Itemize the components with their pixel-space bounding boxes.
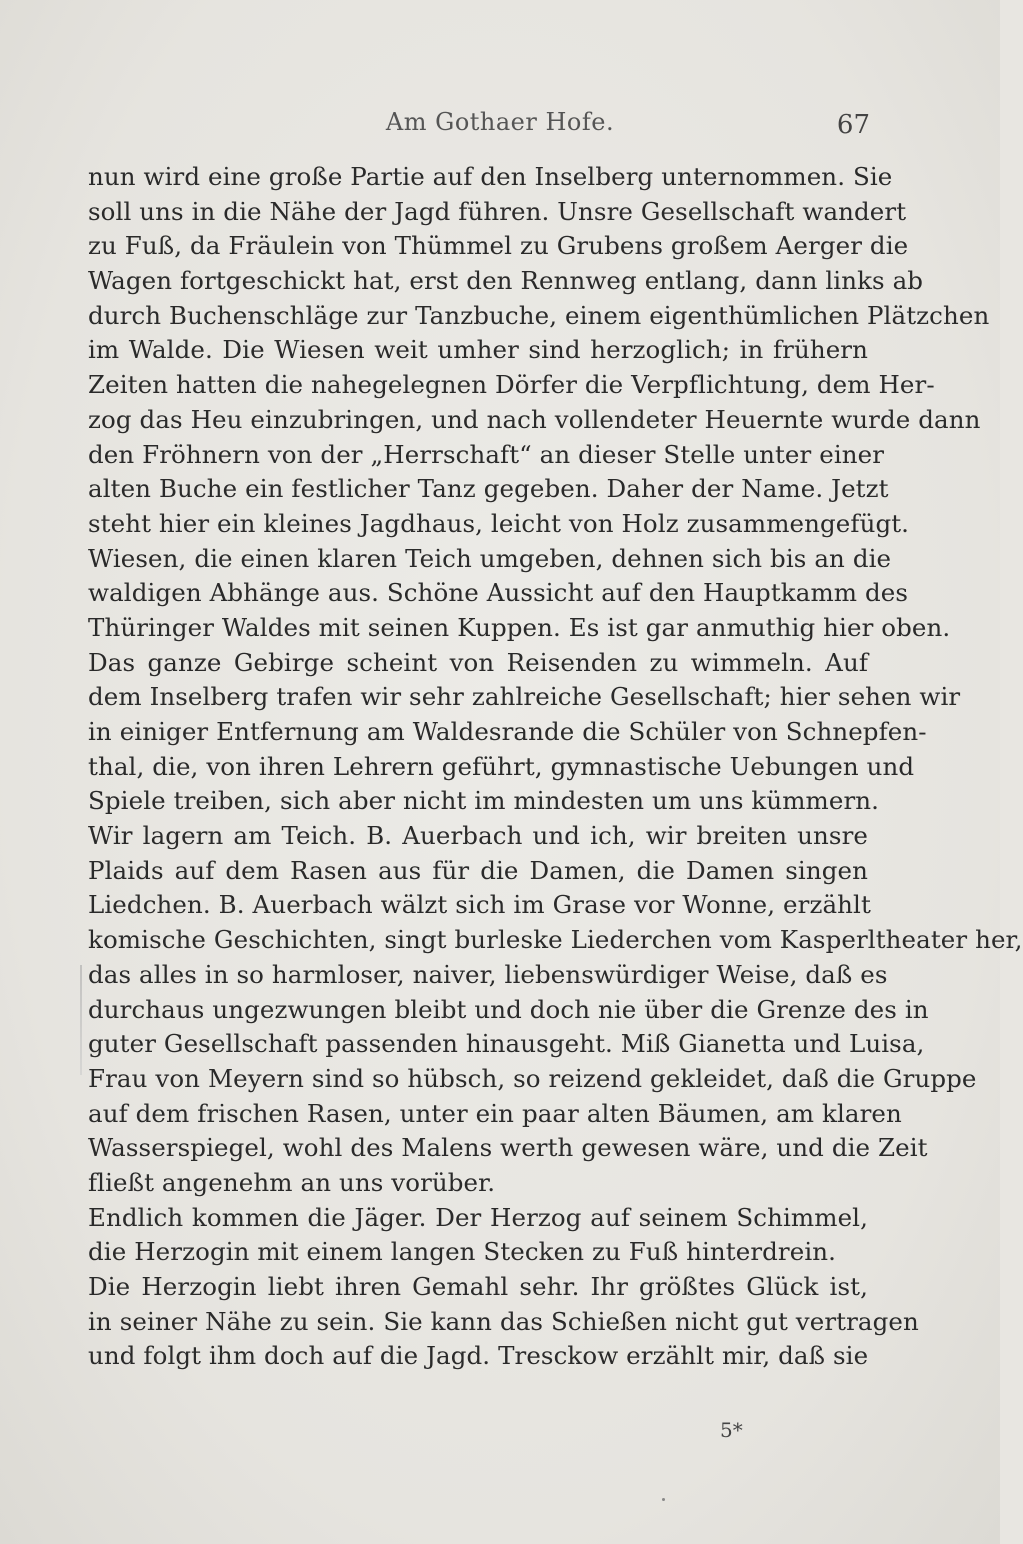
text-line: das alles in so harmloser, naiver, liebenswürdiger Weise, daß es <box>88 959 888 989</box>
text-line: guter Gesellschaft passenden hinausgeht. Miß Gianetta und Luisa, <box>88 1029 925 1059</box>
text-line: Wagen fortgeschickt hat, erst den Rennweg entlang, dann links ab <box>88 266 924 296</box>
text-line: nun wird eine große Partie auf den Inselberg unternommen. Sie <box>88 162 893 191</box>
text-line: fließt angenehm an uns vorüber. <box>88 1167 496 1197</box>
text-line: Wir lagern am Teich. B. Auerbach und ich, wir breiten unsre <box>88 821 868 851</box>
text-line: Plaids auf dem Rasen aus für die Damen, die Damen singen <box>88 855 868 885</box>
text-line: Die Herzogin liebt ihren Gemahl sehr. Ihr größtes Glück ist, <box>88 1272 868 1301</box>
text-line: alten Buche ein festlicher Tanz gegeben. Daher der Name. Jetzt <box>88 474 889 504</box>
text-line: durchaus ungezwungen bleibt und doch nie über die Grenze des in <box>88 994 929 1024</box>
text-line: den Fröhnern von der „Herrschaft“ an dieser Stelle unter einer <box>88 439 885 469</box>
text-line: Wasserspiegel, wohl des Malens werth gewesen wäre, und die Zeit <box>88 1133 928 1163</box>
paper-speck <box>662 1498 665 1501</box>
text-line: thal, die, von ihren Lehrern geführt, gymnastische Uebungen und <box>88 751 915 781</box>
text-line: steht hier ein kleines Jagdhaus, leicht von Holz zusammengefügt. <box>88 508 910 538</box>
text-line: dem Inselberg trafen wir sehr zahlreiche Gesellschaft; hier sehen wir <box>88 682 961 712</box>
text-line: Zeiten hatten die nahegelegnen Dörfer die Verpflichtung, dem Her- <box>88 370 935 400</box>
text-line: Spiele treiben, sich aber nicht im mindesten um uns kümmern. <box>88 786 880 816</box>
text-line: soll uns in die Nähe der Jagd führen. Unsre Gesellschaft wandert <box>88 196 907 226</box>
signature-mark: 5* <box>720 1418 743 1442</box>
text-line: zog das Heu einzubringen, und nach vollendeter Heuernte wurde dann <box>88 404 981 434</box>
running-header: Am Gothaer Hofe. <box>385 108 615 136</box>
page-number: 67 <box>836 110 870 140</box>
text-line: Endlich kommen die Jäger. Der Herzog auf seinem Schimmel, <box>88 1202 868 1232</box>
text-line: und folgt ihm doch auf die Jagd. Tresckow erzählt mir, daß sie <box>88 1341 869 1371</box>
text-line: in einiger Entfernung am Waldesrande die Schüler von Schnepfen- <box>88 717 927 746</box>
text-line: Wiesen, die einen klaren Teich umgeben, dehnen sich bis an die <box>88 543 892 573</box>
text-line: zu Fuß, da Fräulein von Thümmel zu Grubens großem Aerger die <box>88 231 909 261</box>
text-line: komische Geschichten, singt burleske Liederchen vom Kasperltheater her, <box>88 925 1023 955</box>
text-line: in seiner Nähe zu sein. Sie kann das Schießen nicht gut vertragen <box>88 1306 919 1336</box>
text-line: Liedchen. B. Auerbach wälzt sich im Grase vor Wonne, erzählt <box>88 890 871 920</box>
text-line: Frau von Meyern sind so hübsch, so reizend gekleidet, daß die Gruppe <box>88 1063 977 1093</box>
text-line: Das ganze Gebirge scheint von Reisenden zu wimmeln. Auf <box>88 647 868 677</box>
text-line: Thüringer Waldes mit seinen Kuppen. Es ist gar anmuthig hier oben. <box>88 612 951 642</box>
text-line: durch Buchenschläge zur Tanzbuche, einem eigenthümlichen Plätzchen <box>88 300 990 330</box>
text-line: waldigen Abhänge aus. Schöne Aussicht auf den Hauptkamm des <box>88 578 909 608</box>
text-line: im Walde. Die Wiesen weit umher sind herzoglich; in frühern <box>88 335 868 365</box>
body-text <box>88 160 1023 1374</box>
text-line: auf dem frischen Rasen, unter ein paar alten Bäumen, am klaren <box>88 1098 902 1128</box>
text-line: die Herzogin mit einem langen Stecken zu Fuß hinterdrein. <box>88 1237 837 1267</box>
margin-mark <box>80 965 82 1075</box>
